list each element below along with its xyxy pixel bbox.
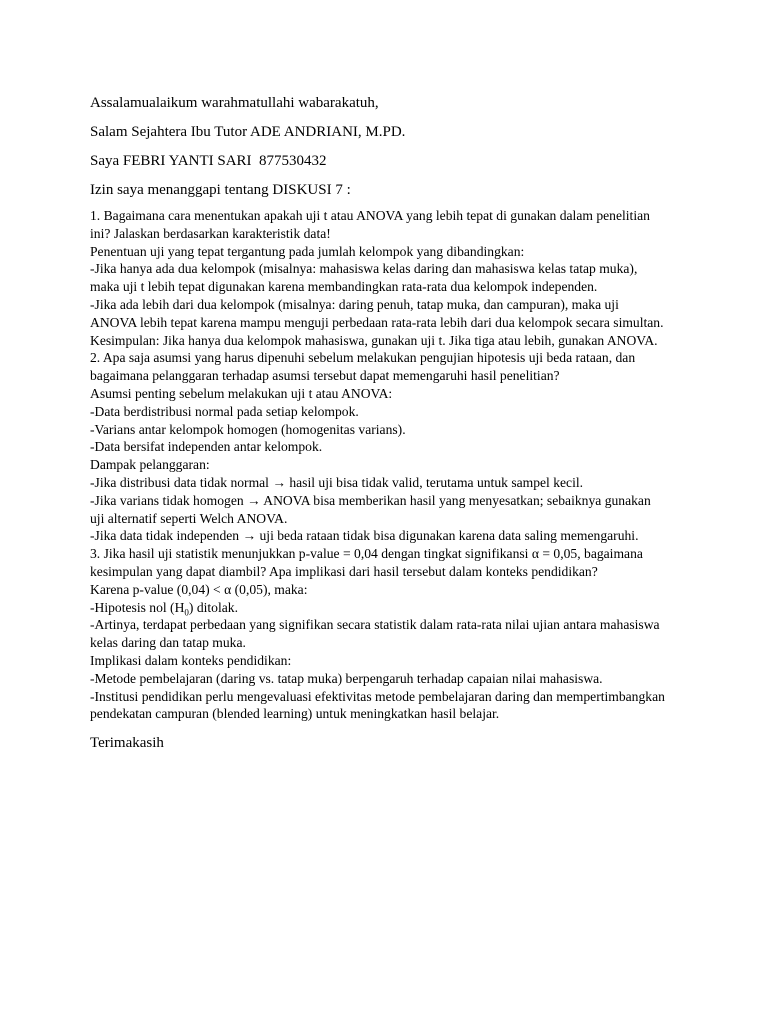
body-line: kelas daring dan tatap muka. [90,635,246,651]
body-line: Asumsi penting sebelum melakukan uji t atau ANOVA: [90,385,393,401]
body-line: maka uji t lebih tepat digunakan karena membandingkan rata-rata dua kelompok independen. [90,279,598,295]
body-line: Karena p-value (0,04) < α (0,05), maka: [90,581,308,597]
body-line: bagaimana pelanggaran terhadap asumsi tersebut dapat memengaruhi hasil penelitian? [90,368,560,384]
intro: Izin saya menanggapi tentang DISKUSI 7 : [90,182,351,198]
salutation: Salam Sejahtera Ibu Tutor ADE ANDRIANI, M.PD. [90,124,406,140]
body-line: -Varians antar kelompok homogen (homogenitas varians). [90,421,406,437]
body-line: Penentuan uji yang tepat tergantung pada jumlah kelompok yang dibandingkan: [90,243,525,259]
body-line: Kesimpulan: Jika hanya dua kelompok mahasiswa, gunakan uji t. Jika tiga atau lebih, gunakan ANOVA. [90,332,658,348]
body-line: -Jika hanya ada dua kelompok (misalnya: mahasiswa kelas daring dan mahasiswa kelas tatap muka), [90,261,638,277]
discussion-body [90,207,690,723]
body-line: -Institusi pendidikan perlu mengevaluasi efektivitas metode pembelajaran daring dan mempertimbangkan [90,688,665,704]
body-line: -Jika ada lebih dari dua kelompok (misalnya: daring penuh, tatap muka, dan campuran), maka uji [90,296,619,312]
closing: Terimakasih [90,735,164,752]
body-line: ANOVA lebih tepat karena mampu menguji perbedaan rata-rata lebih dari dua kelompok secara simultan. [90,314,664,330]
hypothesis-suffix: ) ditolak. [188,599,238,615]
body-line: -Data bersifat independen antar kelompok. [90,439,323,455]
body-line: uji alternatif seperti Welch ANOVA. [90,510,288,526]
greeting: Assalamualaikum warahmatullahi wabarakatuh, [90,95,379,111]
body-line: -Data berdistribusi normal pada setiap kelompok. [90,403,359,419]
body-line: Implikasi dalam konteks pendidikan: [90,652,292,668]
body-line: -Jika distribusi data tidak normal → hasil uji bisa tidak valid, terutama untuk sampel kecil. [90,474,584,490]
body-line: kesimpulan yang dapat diambil? Apa implikasi dari hasil tersebut dalam konteks pendidikan? [90,563,598,579]
body-line: 2. Apa saja asumsi yang harus dipenuhi sebelum melakukan pengujian hipotesis uji beda rataan, dan [90,350,636,366]
body-line: ini? Jalaskan berdasarkan karakteristik data! [90,225,331,241]
body-line: -Artinya, terdapat perbedaan yang signifikan secara statistik dalam rata-rata nilai ujian antara mahasiswa [90,617,660,633]
hypothesis-prefix: -Hipotesis nol (H [90,599,185,615]
body-line: 3. Jika hasil uji statistik menunjukkan p-value = 0,04 dengan tingkat signifikansi α = 0,05, bagaimana [90,546,643,562]
document-page [90,93,690,762]
body-line: -Metode pembelajaran (daring vs. tatap muka) berpengaruh terhadap capaian nilai mahasiswa. [90,670,603,686]
body-line: Dampak pelanggaran: [90,457,210,473]
body-line: -Jika data tidak independen → uji beda rataan tidak bisa digunakan karena data saling memengaruhi. [90,528,639,544]
identity: Saya FEBRI YANTI SARI 877530432 [90,153,327,169]
hypothesis-subscript: 0 [184,607,189,618]
body-line: 1. Bagaimana cara menentukan apakah uji t atau ANOVA yang lebih tepat di gunakan dalam penelitian [90,208,650,223]
hypothesis-line [90,599,690,617]
body-line: -Jika varians tidak homogen → ANOVA bisa memberikan hasil yang menyesatkan; sebaiknya gunakan [90,492,651,508]
body-line: pendekatan campuran (blended learning) untuk meningkatkan hasil belajar. [90,706,500,722]
